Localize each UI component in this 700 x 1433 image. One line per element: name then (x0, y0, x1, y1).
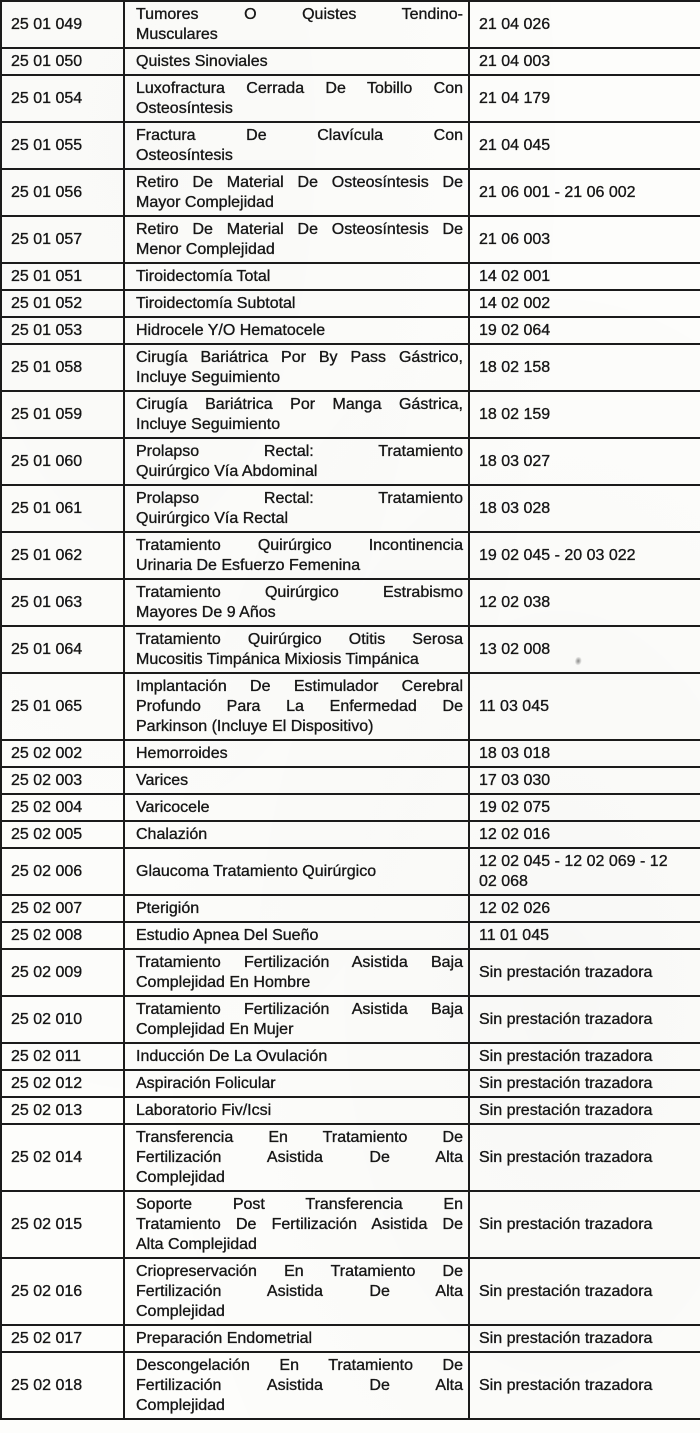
procedure-description-cell (124, 48, 469, 75)
procedure-code-cell (1, 740, 124, 767)
table-row (1, 740, 700, 767)
procedure-description-cell (124, 1191, 469, 1258)
procedure-code: 25 01 050 (11, 52, 83, 70)
description-line: Tumores O Quistes Tendino- (136, 5, 463, 23)
description-line: Retiro De Material De Osteosíntesis De (136, 173, 463, 191)
description-line: Mucositis Timpánica Mixiosis Timpánica (136, 650, 419, 668)
procedure-code: 25 01 054 (11, 89, 83, 107)
trace-code-cell (469, 996, 700, 1043)
description-line: Alta Complejidad (136, 1235, 257, 1253)
procedure-description-cell (124, 485, 469, 532)
description-line: Cirugía Bariátrica Por Manga Gástrica, (136, 395, 463, 413)
procedure-code-cell (1, 1352, 124, 1419)
procedure-code: 25 02 014 (11, 1148, 83, 1166)
description-line: Hidrocele Y/O Hematocele (136, 321, 326, 339)
procedure-code-cell (1, 767, 124, 794)
description-line: Cirugía Bariátrica Por By Pass Gástrico, (136, 348, 463, 366)
description-line: Transferencia En Tratamiento De (136, 1128, 463, 1146)
procedure-code-cell (1, 949, 124, 996)
procedure-code-cell (1, 344, 124, 391)
description-line: Tratamiento Fertilización Asistida Baja (136, 953, 463, 971)
procedure-description-cell (124, 1097, 469, 1124)
procedure-code-cell (1, 996, 124, 1043)
table-row (1, 48, 700, 75)
procedure-code: 25 01 062 (11, 546, 83, 564)
trace-code-line: 21 04 026 (479, 15, 551, 33)
procedure-code: 25 01 060 (11, 452, 83, 470)
trace-code-cell (469, 1, 700, 48)
table-row (1, 1070, 700, 1097)
procedure-description-cell (124, 1, 469, 48)
description-line: Tratamiento Quirúrgico Otitis Serosa (136, 630, 463, 648)
procedure-code-cell (1, 848, 124, 895)
description-line: Fertilización Asistida De Alta (136, 1282, 463, 1300)
description-line: Preparación Endometrial (136, 1329, 313, 1347)
trace-code-line: 21 06 001 - 21 06 002 (479, 183, 636, 201)
description-line: Tiroidectomía Subtotal (136, 294, 296, 312)
trace-code-line: Sin prestación trazadora (479, 1282, 653, 1300)
trace-code-line: 18 03 018 (479, 744, 551, 762)
trace-code-line: 11 01 045 (479, 926, 549, 944)
description-line: Chalazión (136, 825, 208, 843)
procedure-description-cell (124, 996, 469, 1043)
procedure-code: 25 02 003 (11, 771, 83, 789)
table-row (1, 75, 700, 122)
procedure-description-cell (124, 344, 469, 391)
procedure-code-cell (1, 1124, 124, 1191)
trace-code-line: 12 02 016 (479, 825, 551, 843)
description-line: Complejidad (136, 1302, 225, 1320)
description-line: Incluye Seguimiento (136, 415, 281, 433)
trace-code-cell (469, 1325, 700, 1352)
table-row (1, 169, 700, 216)
procedure-code: 25 01 064 (11, 640, 83, 658)
description-line: Musculares (136, 25, 218, 43)
trace-code-cell (469, 767, 700, 794)
description-line: Varices (136, 771, 189, 789)
procedure-code: 25 01 051 (11, 267, 83, 285)
procedure-code: 25 02 007 (11, 899, 83, 917)
table-row (1, 1258, 700, 1325)
trace-code-line: 21 04 003 (479, 52, 551, 70)
trace-code-line: Sin prestación trazadora (479, 1074, 653, 1092)
procedure-description-cell (124, 1124, 469, 1191)
trace-code-line: 18 03 027 (479, 452, 551, 470)
description-line: Criopreservación En Tratamiento De (136, 1262, 463, 1280)
procedure-code: 25 01 058 (11, 358, 83, 376)
procedure-code: 25 01 063 (11, 593, 83, 611)
procedure-code-cell (1, 122, 124, 169)
trace-code-line: Sin prestación trazadora (479, 1148, 653, 1166)
procedure-code: 25 02 018 (11, 1376, 83, 1394)
table-row (1, 344, 700, 391)
procedure-description-cell (124, 75, 469, 122)
trace-code-cell (469, 1097, 700, 1124)
procedure-code: 25 02 010 (11, 1010, 83, 1028)
procedure-code: 25 02 006 (11, 862, 83, 880)
procedure-description-cell (124, 794, 469, 821)
procedure-code-cell (1, 1258, 124, 1325)
description-line: Laboratorio Fiv/Icsi (136, 1101, 272, 1119)
procedure-code: 25 02 002 (11, 744, 83, 762)
description-line: Osteosíntesis (136, 99, 233, 117)
description-line: Prolapso Rectal: Tratamiento (136, 489, 463, 507)
description-line: Aspiración Folicular (136, 1074, 276, 1092)
description-line: Pterigión (136, 899, 200, 917)
table-row (1, 1191, 700, 1258)
procedure-code: 25 01 057 (11, 230, 83, 248)
trace-code-cell (469, 673, 700, 740)
description-line: Complejidad En Hombre (136, 973, 311, 991)
trace-code-cell (469, 48, 700, 75)
procedure-code: 25 02 009 (11, 963, 83, 981)
procedure-code-cell (1, 579, 124, 626)
procedure-code: 25 01 061 (11, 499, 83, 517)
procedure-code-cell (1, 532, 124, 579)
trace-code-cell (469, 626, 700, 673)
trace-code-line: Sin prestación trazadora (479, 1376, 653, 1394)
procedure-code-cell (1, 216, 124, 263)
description-line: Mayor Complejidad (136, 193, 274, 211)
procedure-code-cell (1, 48, 124, 75)
description-line: Tratamiento Quirúrgico Incontinencia (136, 536, 463, 554)
trace-code-cell (469, 216, 700, 263)
procedure-code-cell (1, 794, 124, 821)
procedure-description-cell (124, 438, 469, 485)
trace-code-line: 14 02 001 (479, 267, 551, 285)
procedure-code-cell (1, 485, 124, 532)
trace-code-line: 18 02 159 (479, 405, 551, 423)
table-row (1, 848, 700, 895)
trace-code-line: 19 02 064 (479, 321, 551, 339)
procedure-code: 25 02 011 (11, 1047, 81, 1065)
table-row (1, 767, 700, 794)
procedure-code: 25 02 012 (11, 1074, 83, 1092)
description-line: Urinaria De Esfuerzo Femenina (136, 556, 361, 574)
table-row (1, 263, 700, 290)
procedure-description-cell (124, 263, 469, 290)
description-line: Incluye Seguimiento (136, 368, 281, 386)
procedure-code-cell (1, 922, 124, 949)
procedure-description-cell (124, 767, 469, 794)
trace-code-cell (469, 290, 700, 317)
trace-code-line: Sin prestación trazadora (479, 1047, 653, 1065)
description-line: Tratamiento Quirúrgico Estrabismo (136, 583, 463, 601)
trace-code-cell (469, 895, 700, 922)
trace-code-cell (469, 949, 700, 996)
procedure-code: 25 01 056 (11, 183, 83, 201)
procedure-code: 25 02 008 (11, 926, 83, 944)
description-line: Tratamiento Fertilización Asistida Baja (136, 1000, 463, 1018)
procedure-code-cell (1, 438, 124, 485)
trace-code-line: Sin prestación trazadora (479, 963, 653, 981)
description-line: Prolapso Rectal: Tratamiento (136, 442, 463, 460)
description-line: Fertilización Asistida De Alta (136, 1148, 463, 1166)
description-line: Glaucoma Tratamiento Quirúrgico (136, 862, 377, 880)
procedure-description-cell (124, 673, 469, 740)
trace-code-line: 21 06 003 (479, 230, 551, 248)
procedure-code-cell (1, 391, 124, 438)
procedure-code-cell (1, 1, 124, 48)
trace-code-cell (469, 532, 700, 579)
procedure-code: 25 02 017 (11, 1329, 83, 1347)
trace-code-line: 19 02 045 - 20 03 022 (479, 546, 636, 564)
procedure-code-cell (1, 290, 124, 317)
description-line: Mayores De 9 Años (136, 603, 276, 621)
trace-code-line: 12 02 045 - 12 02 069 - 12 (479, 852, 668, 870)
procedure-description-cell (124, 821, 469, 848)
trace-code-line: 14 02 002 (479, 294, 551, 312)
trace-code-line: 13 02 008 (479, 640, 551, 658)
procedure-code-cell (1, 1325, 124, 1352)
description-line: Soporte Post Transferencia En (136, 1195, 463, 1213)
trace-code-cell (469, 122, 700, 169)
description-line: Implantación De Estimulador Cerebral (136, 677, 463, 695)
table-row (1, 673, 700, 740)
table-row (1, 1043, 700, 1070)
procedure-description-cell (124, 1043, 469, 1070)
trace-code-cell (469, 1191, 700, 1258)
trace-code-line: Sin prestación trazadora (479, 1010, 653, 1028)
procedure-code: 25 01 049 (11, 15, 83, 33)
procedure-code-cell (1, 895, 124, 922)
description-line: Varicocele (136, 798, 210, 816)
description-line: Tratamiento De Fertilización Asistida De (136, 1215, 463, 1233)
description-line: Osteosíntesis (136, 146, 233, 164)
description-line: Parkinson (Incluye El Dispositivo) (136, 717, 374, 735)
description-line: Estudio Apnea Del Sueño (136, 926, 319, 944)
procedure-code-cell (1, 169, 124, 216)
trace-code-line: 02 068 (479, 872, 528, 890)
procedure-description-cell (124, 290, 469, 317)
description-line: Profundo Para La Enfermedad De (136, 697, 463, 715)
trace-code-line: 12 02 026 (479, 899, 551, 917)
trace-code-line: Sin prestación trazadora (479, 1215, 653, 1233)
trace-code-cell (469, 75, 700, 122)
procedure-description-cell (124, 1070, 469, 1097)
procedure-code-cell (1, 1070, 124, 1097)
table-row (1, 1124, 700, 1191)
description-line: Complejidad (136, 1396, 225, 1414)
procedure-code: 25 01 053 (11, 321, 83, 339)
procedure-description-cell (124, 1258, 469, 1325)
trace-code-cell (469, 922, 700, 949)
procedure-code: 25 01 055 (11, 136, 83, 154)
trace-code-cell (469, 579, 700, 626)
trace-code-cell (469, 1258, 700, 1325)
description-line: Fractura De Clavícula Con (136, 126, 463, 144)
trace-code-line: 19 02 075 (479, 798, 551, 816)
table-row (1, 579, 700, 626)
trace-code-cell (469, 263, 700, 290)
description-line: Quistes Sinoviales (136, 52, 268, 70)
procedure-code-cell (1, 1191, 124, 1258)
table-row (1, 290, 700, 317)
trace-code-cell (469, 344, 700, 391)
procedure-description-cell (124, 949, 469, 996)
description-line: Quirúrgico Vía Rectal (136, 509, 289, 527)
trace-code-cell (469, 794, 700, 821)
procedure-code-cell (1, 673, 124, 740)
description-line: Fertilización Asistida De Alta (136, 1376, 463, 1394)
trace-code-line: 18 02 158 (479, 358, 551, 376)
table-row (1, 996, 700, 1043)
trace-code-line: 11 03 045 (479, 697, 549, 715)
procedure-description-cell (124, 922, 469, 949)
description-line: Descongelación En Tratamiento De (136, 1356, 463, 1374)
trace-code-line: 12 02 038 (479, 593, 551, 611)
procedure-code-cell (1, 1043, 124, 1070)
table-row (1, 949, 700, 996)
procedures-table-body (1, 1, 700, 1419)
table-row (1, 122, 700, 169)
procedure-code-cell (1, 75, 124, 122)
trace-code-cell (469, 1124, 700, 1191)
trace-code-cell (469, 169, 700, 216)
procedure-code: 25 02 013 (11, 1101, 83, 1119)
description-line: Complejidad En Mujer (136, 1020, 294, 1038)
procedure-code: 25 02 005 (11, 825, 83, 843)
description-line: Tiroidectomía Total (136, 267, 271, 285)
description-line: Menor Complejidad (136, 240, 275, 258)
description-line: Quirúrgico Vía Abdominal (136, 462, 318, 480)
table-row (1, 532, 700, 579)
procedure-description-cell (124, 122, 469, 169)
description-line: Luxofractura Cerrada De Tobillo Con (136, 79, 463, 97)
trace-code-cell (469, 848, 700, 895)
procedure-code-cell (1, 263, 124, 290)
procedure-code: 25 02 015 (11, 1215, 83, 1233)
procedure-description-cell (124, 317, 469, 344)
table-row (1, 626, 700, 673)
procedure-description-cell (124, 169, 469, 216)
table-row (1, 821, 700, 848)
trace-code-line: 21 04 179 (479, 89, 551, 107)
trace-code-cell (469, 485, 700, 532)
procedure-code-cell (1, 821, 124, 848)
trace-code-cell (469, 1043, 700, 1070)
table-row (1, 1097, 700, 1124)
trace-code-cell (469, 317, 700, 344)
description-line: Hemorroides (136, 744, 228, 762)
table-row (1, 794, 700, 821)
description-line: Retiro De Material De Osteosíntesis De (136, 220, 463, 238)
trace-code-line: Sin prestación trazadora (479, 1329, 653, 1347)
procedure-description-cell (124, 626, 469, 673)
procedure-description-cell (124, 391, 469, 438)
table-row (1, 1, 700, 48)
table-row (1, 1325, 700, 1352)
trace-code-line: 18 03 028 (479, 499, 551, 517)
procedure-code: 25 01 059 (11, 405, 83, 423)
table-row (1, 1352, 700, 1419)
table-row (1, 922, 700, 949)
procedure-code-cell (1, 626, 124, 673)
procedure-code: 25 02 016 (11, 1282, 83, 1300)
table-row (1, 216, 700, 263)
table-row (1, 895, 700, 922)
procedure-description-cell (124, 532, 469, 579)
table-row (1, 391, 700, 438)
trace-code-cell (469, 1352, 700, 1419)
description-line: Complejidad (136, 1168, 225, 1186)
trace-code-line: 17 03 030 (479, 771, 551, 789)
procedure-description-cell (124, 1352, 469, 1419)
procedure-description-cell (124, 579, 469, 626)
trace-code-line: 21 04 045 (479, 136, 551, 154)
procedure-code-cell (1, 1097, 124, 1124)
table-row (1, 438, 700, 485)
trace-code-cell (469, 1070, 700, 1097)
table-row (1, 317, 700, 344)
procedure-description-cell (124, 216, 469, 263)
trace-code-cell (469, 438, 700, 485)
procedure-code-cell (1, 317, 124, 344)
procedure-code: 25 01 052 (11, 294, 83, 312)
procedure-code: 25 02 004 (11, 798, 83, 816)
description-line: Inducción De La Ovulación (136, 1047, 328, 1065)
trace-code-cell (469, 821, 700, 848)
procedure-code: 25 01 065 (11, 697, 83, 715)
procedure-description-cell (124, 1325, 469, 1352)
trace-code-line: Sin prestación trazadora (479, 1101, 653, 1119)
procedure-description-cell (124, 740, 469, 767)
procedure-description-cell (124, 848, 469, 895)
trace-code-cell (469, 740, 700, 767)
trace-code-cell (469, 391, 700, 438)
procedure-description-cell (124, 895, 469, 922)
table-row (1, 485, 700, 532)
